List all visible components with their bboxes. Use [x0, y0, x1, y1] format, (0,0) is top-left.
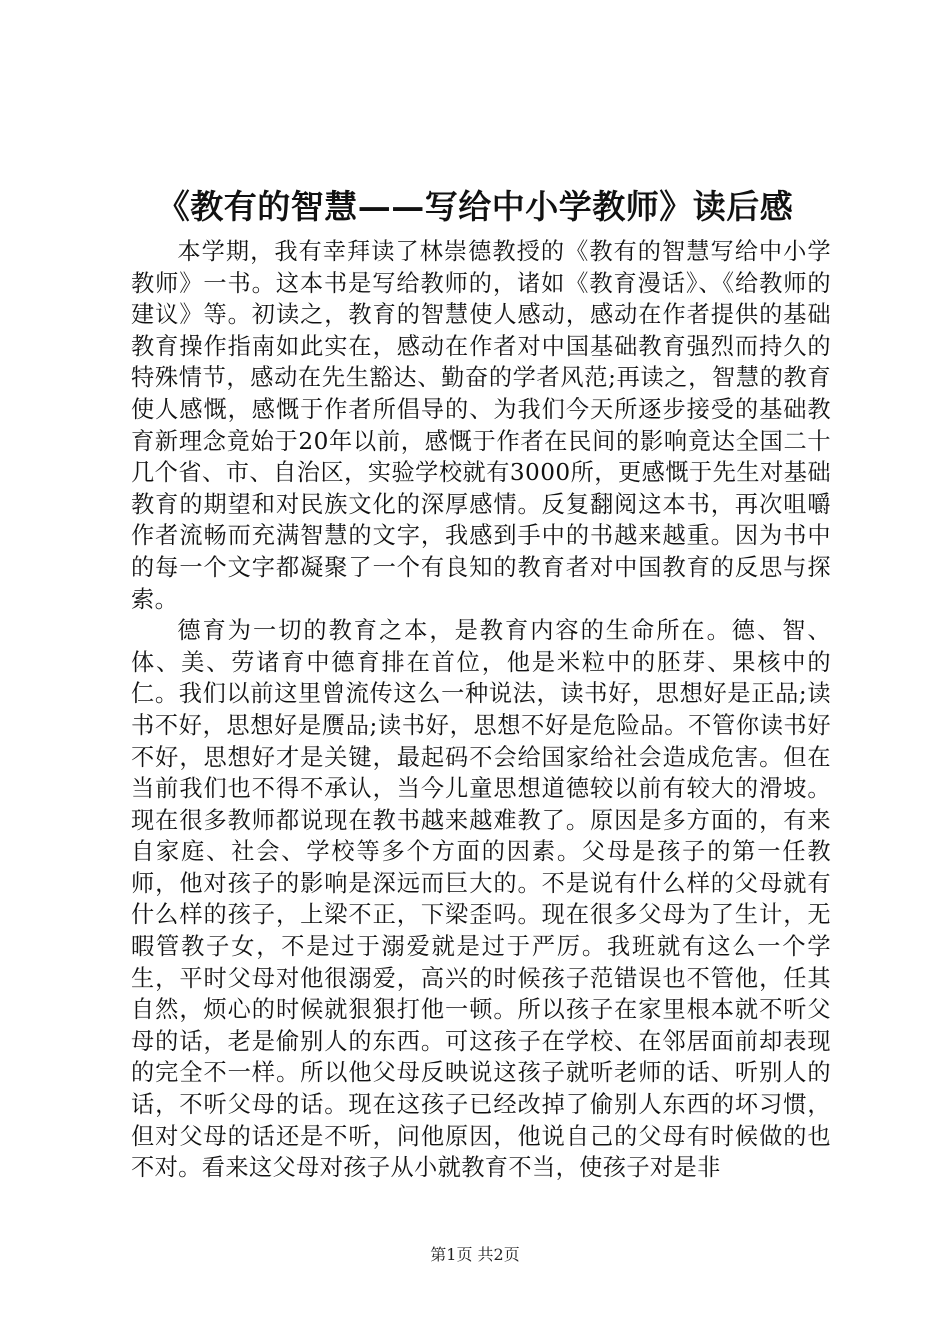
page-number-footer: 第1页 共2页: [430, 1245, 520, 1264]
document-body: [131, 236, 831, 1184]
document-title: 《教有的智慧——写给中小学教师》读后感: [156, 187, 794, 226]
paragraph-1: 本学期，我有幸拜读了林崇德教授的《教有的智慧写给中小学教师》一书。这本书是写给教师的，诸如《教育漫话》、《给教师的建议》等。初读之，教育的智慧使人感动，感动在作者提供的基础教育操作指南如此实在，感动在作者对中国基础教育强烈而持久的特殊情节，感动在先生豁达、勤奋的学者风范;再读之，智慧的教育使人感慨，感慨于作者所倡导的、为我们今天所逐步接受的基础教育新理念竟始于20年以前，感慨于作者在民间的影响竟达全国二十几个省、市、自治区，实验学校就有3000所，更感慨于先生对基础教育的期望和对民族文化的深厚感情。反复翻阅这本书，再次咀嚼作者流畅而充满智慧的文字，我感到手中的书越来越重。因为书中的每一个文字都凝聚了一个有良知的教育者对中国教育的反思与探索。: [131, 238, 831, 613]
paragraph-2: 德育为一切的教育之本，是教育内容的生命所在。德、智、体、美、劳诸育中德育排在首位，他是米粒中的胚芽、果核中的仁。我们以前这里曾流传这么一种说法，读书好，思想好是正品;读书不好，思想好是赝品;读书好，思想不好是危险品。不管你读书好不好，思想好才是关键，最起码不会给国家给社会造成危害。但在当前我们也不得不承认，当今儿童思想道德较以前有较大的滑坡。现在很多教师都说现在教书越来越难教了。原因是多方面的，有来自家庭、社会、学校等多个方面的因素。父母是孩子的第一任教师，他对孩子的影响是深远而巨大的。不是说有什么样的父母就有什么样的孩子，上梁不正，下梁歪吗。现在很多父母为了生计，无暇管教子女，不是过于溺爱就是过于严厉。我班就有这么一个学生，平时父母对他很溺爱，高兴的时候孩子范错误也不管他，任其自然，烦心的时候就狠狠打他一顿。所以孩子在家里根本就不听父母的话，老是偷别人的东西。可这孩子在学校、在邻居面前却表现的完全不一样。所以他父母反映说这孩子就听老师的话、听别人的话，不听父母的话。现在这孩子已经改掉了偷别人东西的坏习惯，但对父母的话还是不听，问他原因，他说自己的父母有时候做的也不对。看来这父母对孩子从小就教育不当，使孩子对是非: [131, 617, 831, 1182]
